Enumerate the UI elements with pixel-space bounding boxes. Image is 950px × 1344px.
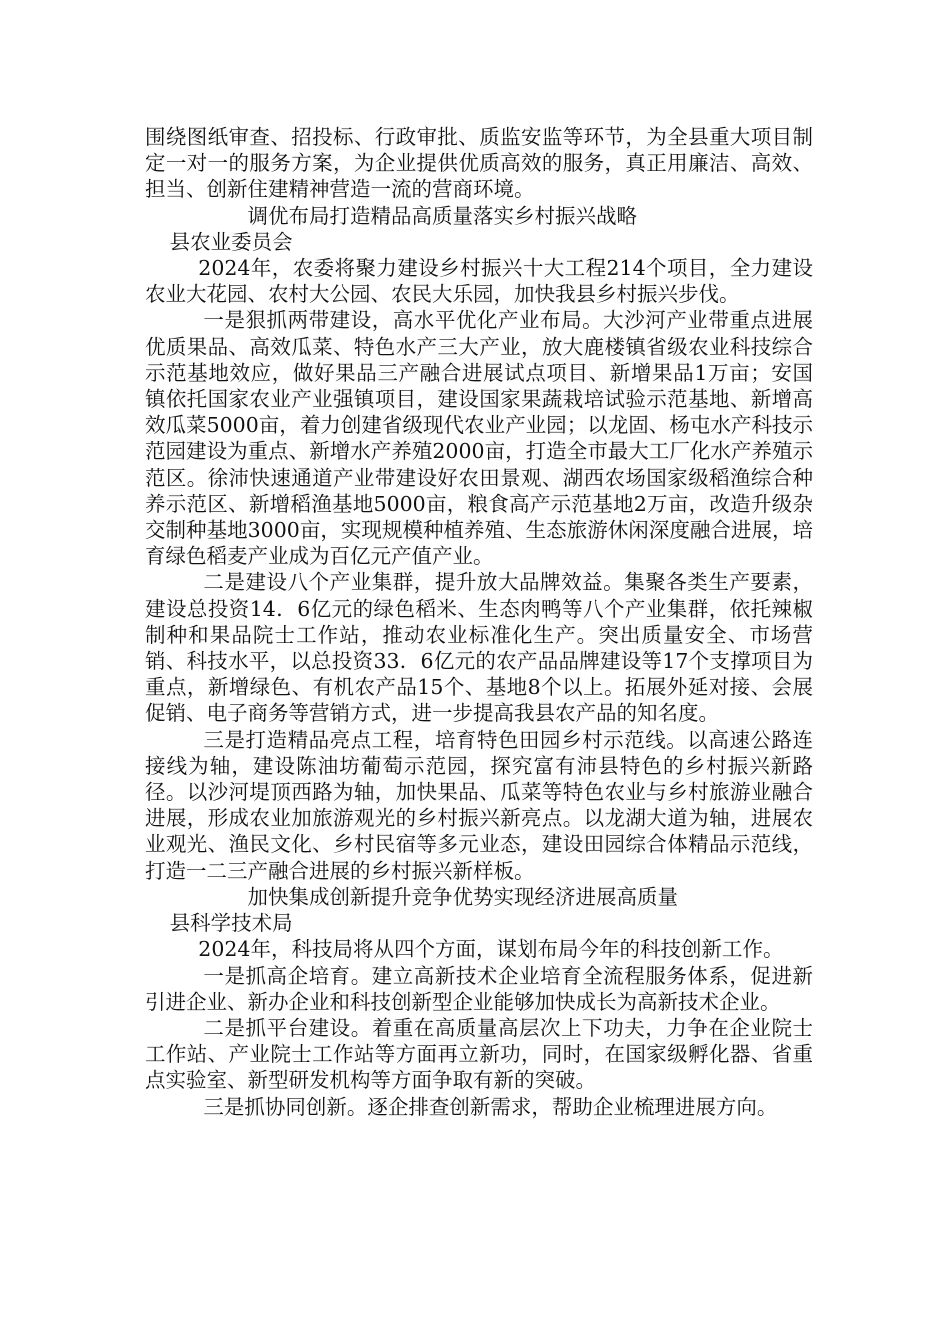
body-paragraph: 三是打造精品亮点工程，培育特色田园乡村示范线。以高速公路连接线为轴，建设陈油坊葡萄示范园，探究富有沛县特色的乡村振兴新路径。以沙河堤顶西路为轴，加快果品、瓜菜等特色农业与乡村旅游业融合进展，形成农业加旅游观光的乡村振兴新亮点。以龙湖大道为轴，进展农业观光、渔民文化、乡村民宿等多元业态，建设田园综合体精品示范线，打造一二三产融合进展的乡村振兴新样板。 (145, 727, 813, 883)
body-paragraph: 三是抓协同创新。逐企排查创新需求，帮助企业梳理进展方向。 (203, 1094, 778, 1119)
lead-paragraph-science: 2024年，科技局将从四个方面，谋划布局今年的科技创新工作。 (198, 937, 784, 962)
body-paragraph: 一是狠抓两带建设，高水平优化产业布局。大沙河产业带重点进展优质果品、高效瓜菜、特色水产三大产业，放大鹿楼镇省级农业科技综合示范基地效应，做好果品三产融合进展试点项目、新增果品1万亩；安国镇依托国家农业产业强镇项目，建设国家果蔬栽培试验示范基地、新增高效瓜菜5000亩，着力创建省级现代农业产业园；以龙固、杨屯水产科技示范园建设为重点、新增水产养殖2000亩，打造全市最大工厂化水产养殖示范区。徐沛快速通道产业带建设好农田景观、湖西农场国家级稻渔综合种养示范区、新增稻渔基地5000亩，粮食高产示范基地2万亩，改造升级杂交制种基地3000亩，实现规模种植养殖、生态旅游休闲深度融合进展，培育绿色稻麦产业成为百亿元产值产业。 (145, 308, 813, 569)
body-paragraph: 二是建设八个产业集群，提升放大品牌效益。集聚各类生产要素，建设总投资14．6亿元的绿色稻米、生态肉鸭等八个产业集群，依托辣椒制种和果品院士工作站，推动农业标准化生产。突出质量安全、市场营销、科技水平，以总投资33．6亿元的农产品品牌建设等17个支撑项目为重点，新增绿色、有机农产品15个、基地8个以上。拓展外延对接、会展促销、电子商务等营销方式，进一步提高我县农产品的知名度。 (145, 570, 813, 726)
section-heading-innovation: 加快集成创新提升竞争优势实现经济进展高质量 (247, 884, 678, 909)
author-org-science: 县科学技术局 (169, 911, 293, 936)
document-page (145, 124, 813, 1120)
body-paragraph: 二是抓平台建设。着重在高质量高层次上下功夫，力争在企业院士工作站、产业院士工作站等方面再立新功，同时，在国家级孵化器、省重点实验室、新型研发机构等方面争取有新的突破。 (145, 1015, 813, 1093)
author-org-agriculture: 县农业委员会 (169, 229, 293, 254)
continuation-paragraph: 围绕图纸审查、招投标、行政审批、质监安监等环节，为全县重大项目制定一对一的服务方案，为企业提供优质高效的服务，真正用廉洁、高效、担当、创新住建精神营造一流的营商环境。 (145, 125, 813, 202)
body-paragraph: 一是抓高企培育。建立高新技术企业培育全流程服务体系，促进新引进企业、新办企业和科技创新型企业能够加快成长为高新技术企业。 (145, 963, 813, 1014)
section-heading-rural-revitalization: 调优布局打造精品高质量落实乡村振兴战略 (247, 203, 637, 228)
lead-paragraph-agriculture: 2024年，农委将聚力建设乡村振兴十大工程214个项目，全力建设农业大花园、农村大公园、农民大乐园，加快我县乡村振兴步伐。 (145, 256, 813, 307)
